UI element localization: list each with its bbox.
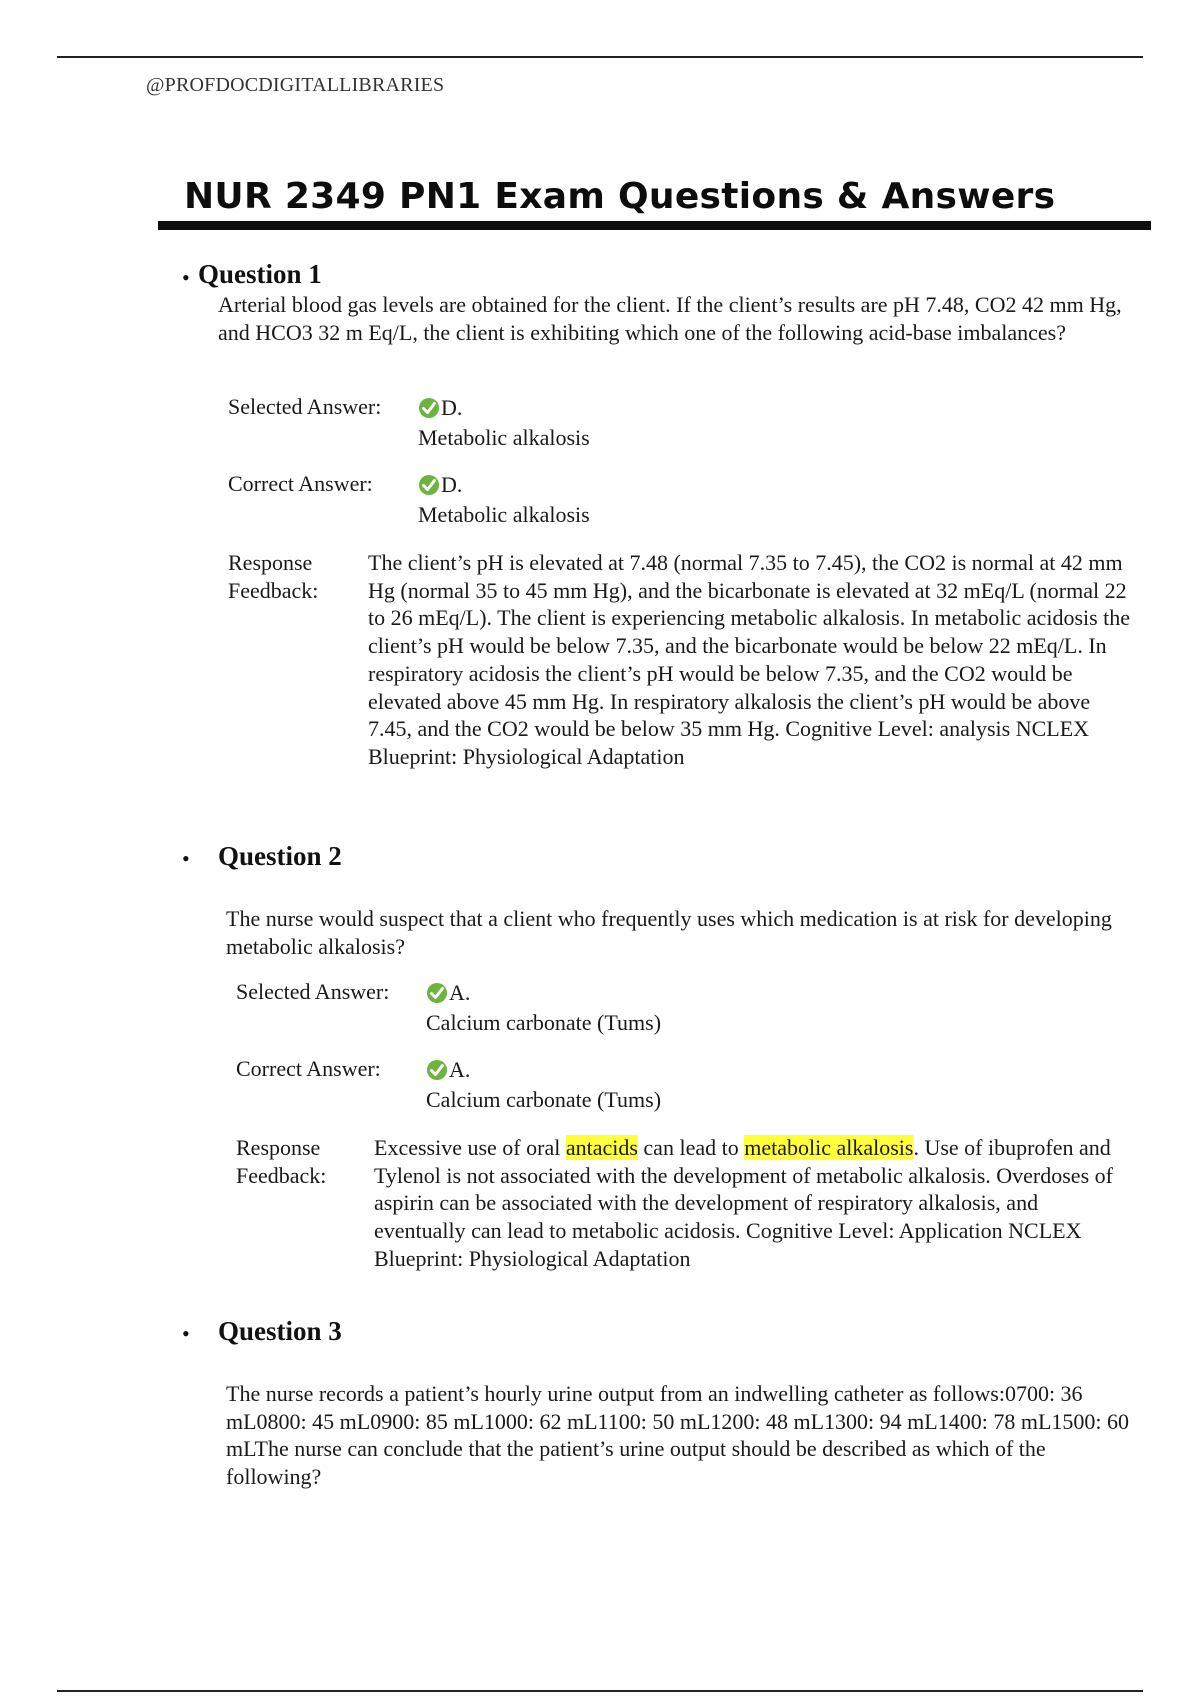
label-line-1: Response	[228, 550, 313, 575]
label-line-2: Feedback:	[236, 1163, 327, 1188]
title-underline	[158, 221, 1151, 230]
question-stem: Arterial blood gas levels are obtained for the client. If the client’s results are pH 7.48, CO2 42 mm Hg, and HCO3 32 m Eq/L, the client is exhibiting which one of the following acid-base imbalances?	[218, 292, 1122, 345]
correct-answer-label: Correct Answer:	[236, 1056, 381, 1081]
question-heading: Question 1	[198, 259, 322, 289]
bullet: •	[182, 1321, 190, 1346]
highlighted-term: antacids	[565, 1135, 638, 1160]
response-feedback-label	[236, 1134, 326, 1190]
header-watermark: @PROFDOCDIGITALLIBRARIES	[146, 74, 445, 96]
feedback-text: can lead to	[637, 1135, 745, 1160]
correct-answer	[418, 470, 590, 530]
check-icon	[426, 982, 448, 1004]
bottom-rule	[57, 1690, 1143, 1692]
answer-letter: D.	[441, 395, 463, 420]
question-heading: Question 2	[218, 841, 342, 871]
bullet: •	[182, 265, 190, 290]
selected-answer	[418, 393, 590, 453]
label-line-2: Feedback:	[228, 578, 319, 603]
answer-text: Calcium carbonate (Tums)	[426, 1087, 662, 1112]
selected-answer	[426, 978, 661, 1038]
answer-letter: A.	[449, 1057, 471, 1082]
response-feedback: The client’s pH is elevated at 7.48 (normal 7.35 to 7.45), the CO2 is normal at 42 mm Hg (normal 35 to 45 mm Hg), and the bicarbonate is elevated at 32 mEq/L (normal 22 to 26 mEq/L). The client is experiencing metabolic alkalosis. In metabolic acidosis the client’s pH would be below 7.35, and the bicarbonate would be below 22 mEq/L. In respiratory acidosis the client’s pH would be below 7.35, and the CO2 would be elevated above 45 mm Hg. In respiratory alkalosis the client’s pH would be above 7.45, and the CO2 would be below 35 mm Hg. Cognitive Level: analysis NCLEX Blueprint: Physiological Adaptation	[368, 550, 1131, 769]
answer-letter: A.	[449, 980, 471, 1005]
check-icon	[418, 474, 440, 496]
check-icon	[426, 1059, 448, 1081]
question-stem: The nurse records a patient’s hourly urine output from an indwelling catheter as follows:0700: 36 mL0800: 45 mL0900: 85 mL1000: 62 mL1100: 50 mL1200: 48 mL1300: 94 mL1400: 78 mL1500: 60 mLThe nurse can conclude that the patient’s urine output should be described as which of the following?	[226, 1381, 1129, 1489]
feedback-text: . Use of ibuprofen and Tylenol is not associated with the development of metabolic alkalosis. Overdoses of aspirin can be associated with the development of respiratory alkalosis, and eventually can lead to metabolic acidosis. Cognitive Level: Application NCLEX Blueprint: Physiological Adaptation	[374, 1135, 1113, 1271]
bullet: •	[182, 846, 190, 871]
response-feedback-label	[228, 549, 318, 605]
highlighted-term: metabolic alkalosis	[744, 1135, 914, 1160]
answer-text: Metabolic alkalosis	[418, 502, 590, 527]
document-title: NUR 2349 PN1 Exam Questions & Answers	[184, 176, 1056, 217]
label-line-1: Response	[236, 1135, 321, 1160]
question-heading: Question 3	[218, 1316, 342, 1346]
answer-text: Metabolic alkalosis	[418, 425, 590, 450]
answer-text: Calcium carbonate (Tums)	[426, 1010, 662, 1035]
selected-answer-label: Selected Answer:	[228, 394, 382, 419]
check-icon	[418, 397, 440, 419]
top-rule	[57, 56, 1143, 58]
response-feedback	[374, 1134, 1119, 1273]
correct-answer	[426, 1055, 661, 1115]
answer-letter: D.	[441, 472, 463, 497]
question-stem: The nurse would suspect that a client who frequently uses which medication is at risk for developing metabolic alkalosis?	[226, 906, 1112, 959]
feedback-text: Excessive use of oral	[374, 1135, 566, 1160]
selected-answer-label: Selected Answer:	[236, 979, 390, 1004]
correct-answer-label: Correct Answer:	[228, 471, 373, 496]
